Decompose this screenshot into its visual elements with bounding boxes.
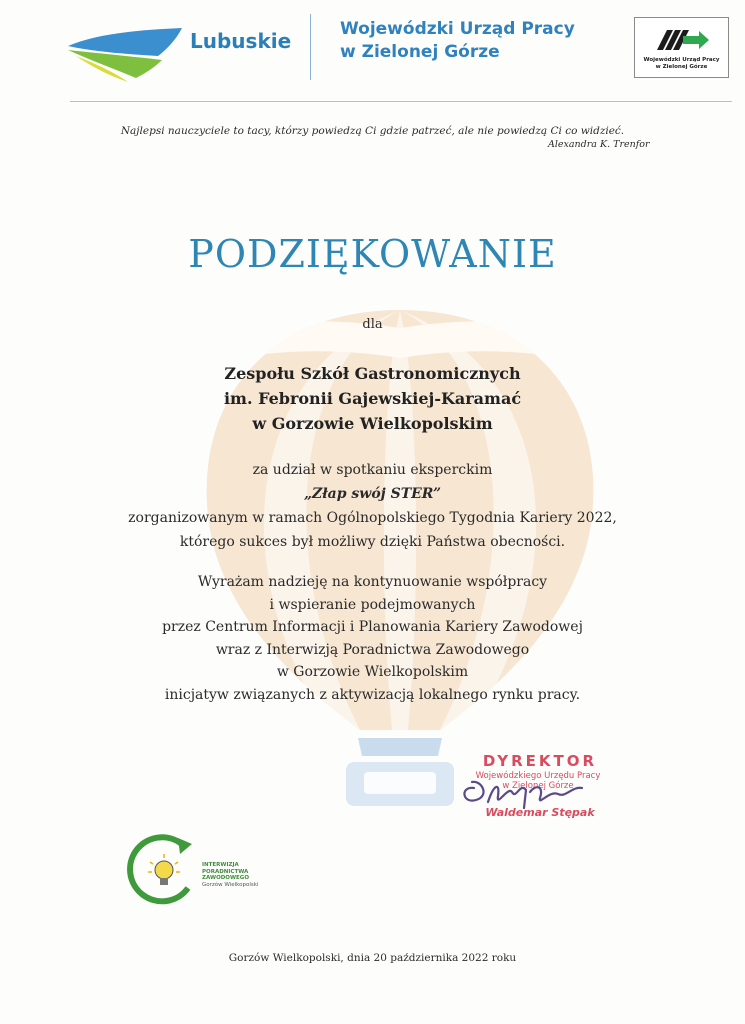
recipient-line3: w Gorzowie Wielkopolskim [252,414,493,433]
lubuskie-logo-icon [66,20,184,84]
director-stamp [440,752,640,828]
stamp-org-line2: w Zielonej Górze [502,781,574,791]
event-name: „Złap swój STER” [304,486,441,502]
office-logo-label-line2: w Zielonej Górze [655,64,708,70]
ipz-logo-line1: INTERWIZJA [202,862,239,868]
lightbulb-logo-icon [126,832,196,914]
ipz-logo-line2: PORADNICTWA [202,868,249,875]
quote-author: Alexandra K. Trenfor [548,139,650,150]
thanks-paragraph [0,458,745,554]
cooperation-paragraph [0,571,745,706]
office-logo-label-line1: Wojewódzki Urząd Pracy [643,57,720,63]
stamp-org-line1: Wojewódzkiego Urzędu Pracy [475,771,601,781]
office-logo-box [634,17,729,78]
thanks-line3: zorganizowanym w ramach Ogólnopolskiego Tygodnia Kariery 2022, [128,510,617,526]
header-rule [70,101,732,102]
quote-text: Najlepsi nauczyciele to tacy, którzy powiedzą Ci gdzie patrzeć, ale nie powiedzą Ci co widzieć. [120,125,625,137]
recipient-name [0,361,745,436]
cooperation-line3: przez Centrum Informacji i Planowania Kariery Zawodowej [162,619,583,635]
ipz-logo-text [202,862,258,888]
cooperation-line4: wraz z Interwizją Poradnictwa Zawodowego [215,641,530,658]
office-name-line1: Wojewódzki Urząd Pracy [340,19,575,39]
ipz-logo-line4: Gorzów Wielkopolski [202,881,259,888]
recipient-line2: im. Febronii Gajewskiej-Karamać [223,389,522,408]
cooperation-line5: w Gorzowie Wielkopolskim [276,664,469,680]
ipz-logo-line3: ZAWODOWEGO [202,875,249,881]
office-logo-label [635,57,728,71]
office-name [340,18,575,64]
cooperation-line6: inicjatyw związanych z aktywizacją lokalnego rynku pracy. [164,686,581,703]
stamp-title: DYREKTOR [482,752,598,770]
dla-text: dla [362,317,383,332]
cooperation-line1: Wyrażam nadzieję na kontynuowanie współpracy [197,574,548,590]
office-logo-icon [655,24,711,54]
thanks-line4: którego sukces był możliwy dzięki Państwa obecności. [179,534,566,550]
thanks-line1: za udział w spotkaniu eksperckim [252,462,493,478]
header-divider [310,14,311,80]
certificate-title: PODZIĘKOWANIE [188,232,557,276]
recipient-line1: Zespołu Szkół Gastronomicznych [224,364,521,383]
place-and-date: Gorzów Wielkopolski, dnia 20 października 2022 roku [228,952,517,964]
stamp-name: Waldemar Stępak [485,806,595,819]
lubuskie-brand-text: Lubuskie [190,29,292,53]
cooperation-line2: i wspieranie podejmowanych [269,596,476,613]
office-name-line2: w Zielonej Górze [340,42,500,62]
